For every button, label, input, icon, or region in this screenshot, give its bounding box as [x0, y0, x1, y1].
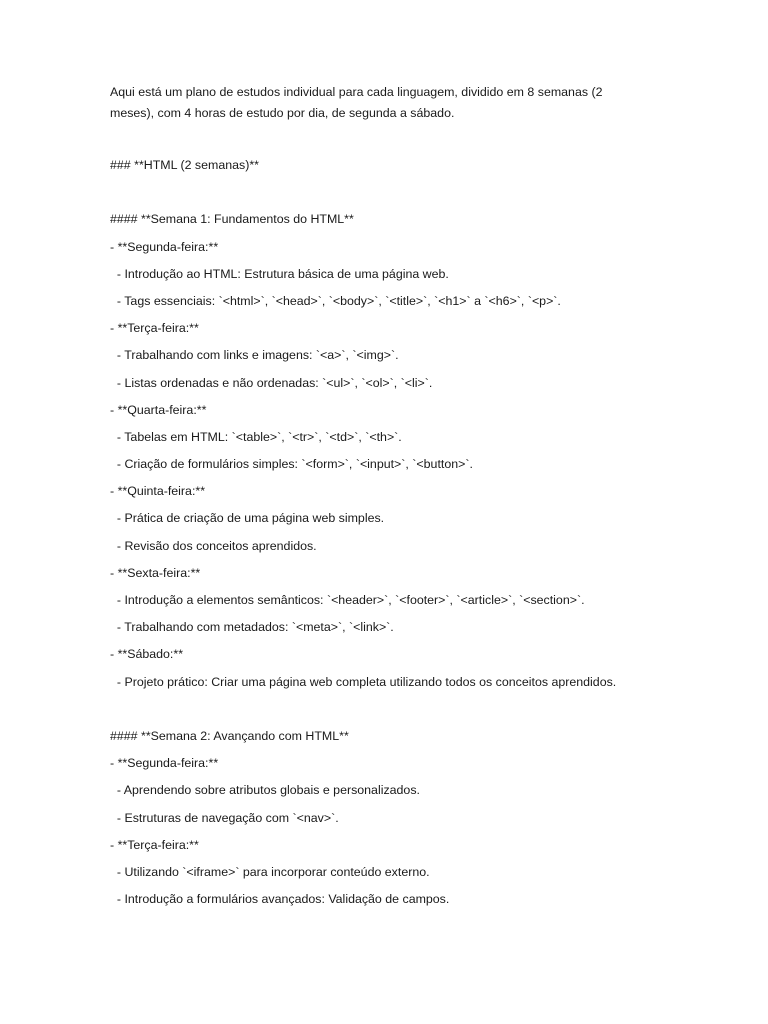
day-heading: - **Terça-feira:**: [110, 837, 199, 852]
list-item: - Listas ordenadas e não ordenadas: `<ul>`, `<ol>`, `<li>`.: [110, 375, 433, 390]
day-heading: - **Segunda-feira:**: [110, 239, 219, 254]
intro-line-2: meses), com 4 horas de estudo por dia, de segunda a sábado.: [110, 106, 455, 120]
spacer: [110, 701, 690, 728]
list-item: - Tabelas em HTML: `<table>`, `<tr>`, `<td>`, `<th>`.: [110, 429, 402, 444]
list-item: - Aprendendo sobre atributos globais e personalizados.: [110, 783, 420, 798]
week1-list: [110, 239, 690, 701]
week2-list: [110, 755, 690, 918]
week1-heading: #### **Semana 1: Fundamentos do HTML**: [110, 212, 354, 227]
list-item: - Trabalhando com metadados: `<meta>`, `<link>`.: [110, 620, 394, 635]
spacer: [110, 126, 690, 157]
list-item: - Utilizando `<iframe>` para incorporar conteúdo externo.: [110, 864, 430, 879]
document-body: [110, 84, 690, 918]
list-item: - Trabalhando com links e imagens: `<a>`, `<img>`.: [110, 348, 399, 363]
list-item: - Criação de formulários simples: `<form>`, `<input>`, `<button>`.: [110, 457, 473, 472]
day-heading: - **Terça-feira:**: [110, 321, 199, 336]
list-item: - Introdução ao HTML: Estrutura básica de uma página web.: [110, 266, 449, 281]
section-heading: ### **HTML (2 semanas)**: [110, 158, 259, 172]
day-heading: - **Sábado:**: [110, 647, 184, 662]
week2-heading: #### **Semana 2: Avançando com HTML**: [110, 728, 349, 743]
day-heading: - **Quarta-feira:**: [110, 402, 207, 417]
list-item: - Estruturas de navegação com `<nav>`.: [110, 810, 339, 825]
list-item: - Tags essenciais: `<html>`, `<head>`, `<body>`, `<title>`, `<h1>` a `<h6>`, `<p>`.: [110, 293, 561, 308]
spacer: [110, 184, 690, 211]
day-heading: - **Segunda-feira:**: [110, 756, 219, 771]
list-item: - Introdução a elementos semânticos: `<header>`, `<footer>`, `<article>`, `<section>`.: [110, 593, 585, 607]
list-item: - Revisão dos conceitos aprendidos.: [110, 538, 317, 553]
list-item: - Projeto prático: Criar uma página web completa utilizando todos os conceitos aprendidos.: [110, 674, 617, 689]
intro-line-1: Aqui está um plano de estudos individual para cada linguagem, dividido em 8 semanas (2: [110, 85, 603, 99]
day-heading: - **Sexta-feira:**: [110, 565, 201, 580]
list-item: - Introdução a formulários avançados: Validação de campos.: [110, 892, 450, 907]
day-heading: - **Quinta-feira:**: [110, 484, 206, 499]
list-item: - Prática de criação de uma página web simples.: [110, 511, 385, 526]
